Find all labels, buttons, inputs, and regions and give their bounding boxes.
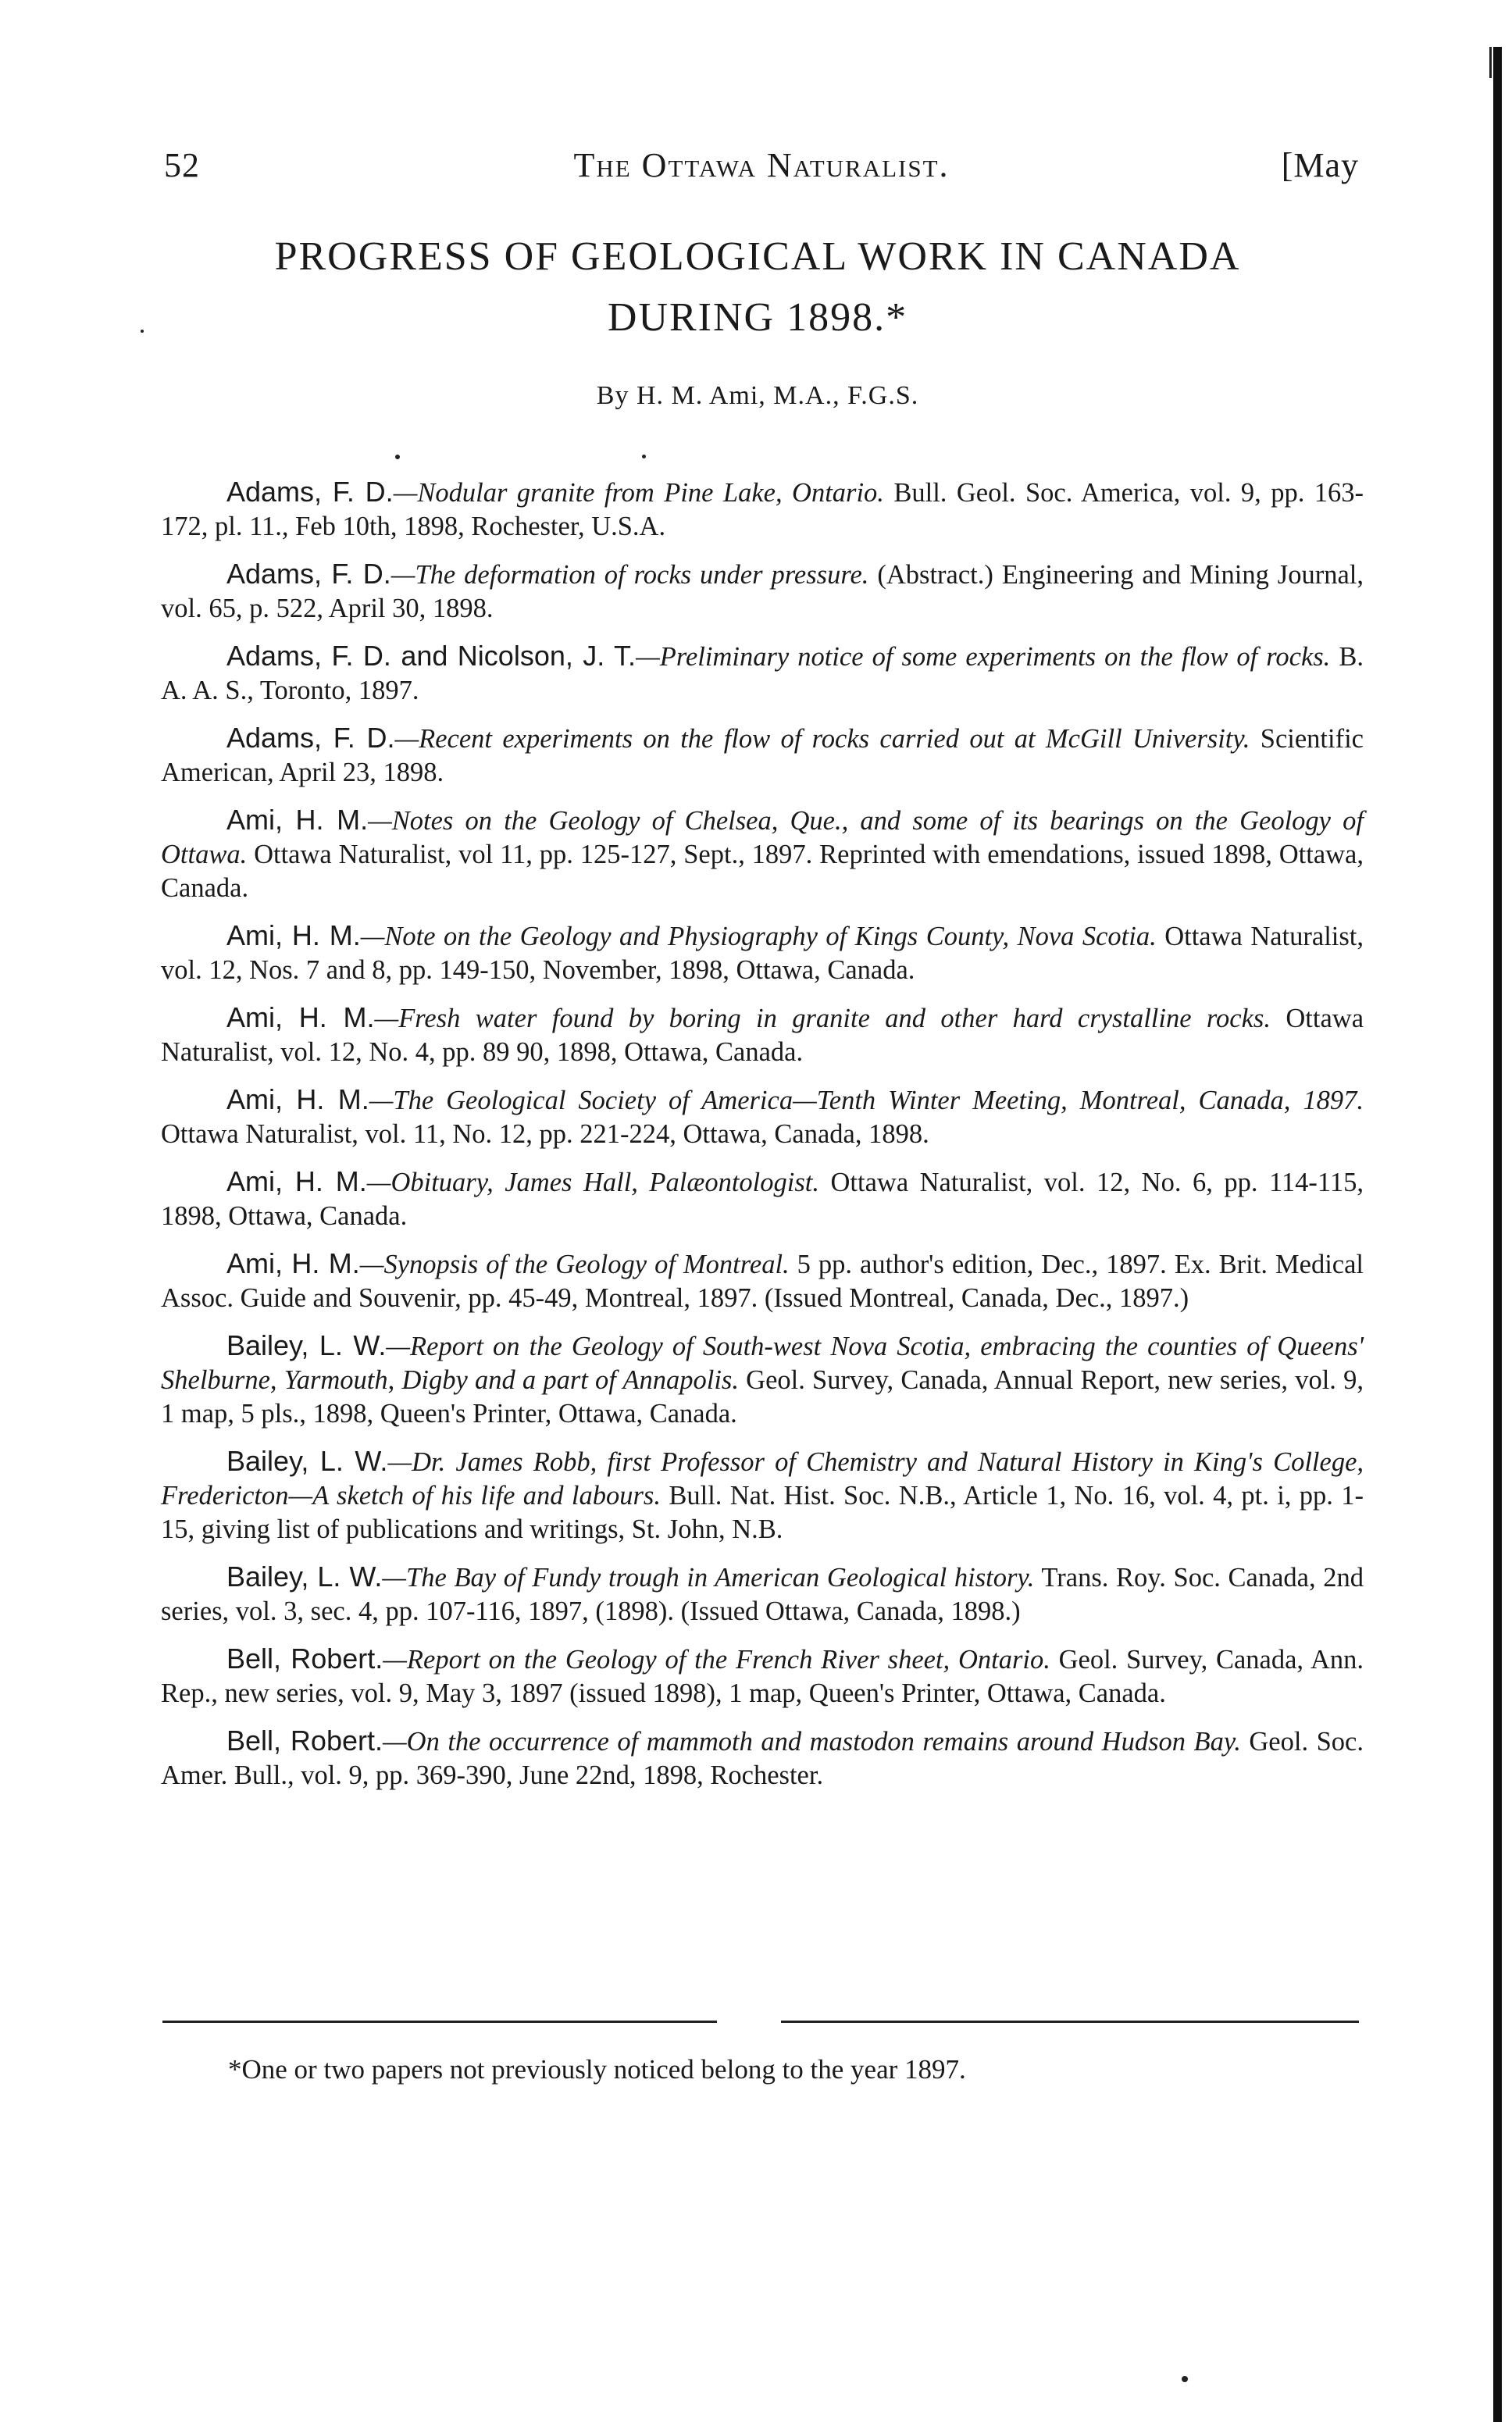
entry-citation: Ottawa Naturalist, vol 11, pp. 125-127, Sept., 1897. Reprinted with emendations, issued 1898, Ottawa, Canada. bbox=[161, 840, 1364, 903]
entry-citation: Geol. Soc. Amer. Bull., vol. 9, pp. 369-390, June 22nd, 1898, Rochester. bbox=[161, 1727, 1364, 1790]
bibliography-entry bbox=[161, 1724, 1364, 1792]
running-head bbox=[164, 145, 1359, 192]
entry-author: Ami, H. M. bbox=[226, 919, 361, 951]
journal-title: The Ottawa Naturalist. bbox=[573, 146, 950, 184]
issue-month: [May bbox=[1281, 146, 1359, 184]
bibliography-entry bbox=[161, 1329, 1364, 1431]
bibliography-entry bbox=[161, 557, 1364, 626]
entry-citation: Ottawa Naturalist, vol. 12, Nos. 7 and 8, pp. 149-150, November, 1898, Ottawa, Canada. bbox=[161, 922, 1364, 985]
page-number: 52 bbox=[164, 146, 200, 184]
entry-title: —The deformation of rocks under pressure. bbox=[390, 560, 869, 590]
entry-citation: Trans. Roy. Soc. Canada, 2nd series, vol. 3, sec. 4, pp. 107-116, 1897, (1898). (Issued Ottawa, Canada, 1898.) bbox=[161, 1563, 1364, 1626]
entry-title: —Note on the Geology and Physiography of Kings County, Nova Scotia. bbox=[360, 922, 1157, 951]
byline: By H. M. Ami, M.A., F.G.S. bbox=[596, 381, 919, 410]
entry-title: —Report on the Geology of South-west Nova Scotia, embracing the counties of Queens' Shelburne, Yarmouth, Digby and a part of Annapolis. bbox=[161, 1332, 1364, 1395]
entry-author: Adams, F. D. bbox=[226, 558, 391, 590]
entry-author: Bailey, L. W. bbox=[226, 1329, 387, 1361]
entry-citation: Ottawa Naturalist, vol. 11, No. 12, pp. 221-224, Ottawa, Canada, 1898. bbox=[161, 1119, 929, 1149]
entry-title: —Fresh water found by boring in granite and other hard crystalline rocks. bbox=[374, 1004, 1271, 1033]
entry-author: Bell, Robert. bbox=[226, 1725, 383, 1757]
entry-title: —Obituary, James Hall, Palæontologist. bbox=[366, 1168, 819, 1197]
bibliography-entry bbox=[161, 1642, 1364, 1710]
entry-citation: Geol. Survey, Canada, Ann. Rep., new series, vol. 9, May 3, 1897 (issued 1898), 1 map, Queen's Printer, Ottawa, Canada. bbox=[161, 1645, 1364, 1708]
entry-author: Adams, F. D. bbox=[226, 722, 395, 754]
entry-title: —Preliminary notice of some experiments on the flow of rocks. bbox=[636, 642, 1331, 672]
bibliography-entry bbox=[161, 1444, 1364, 1546]
entry-title: —Notes on the Geology of Chelsea, Que., and some of its bearings on the Geology of Ottawa. bbox=[161, 806, 1364, 869]
entry-title: —Synopsis of the Geology of Montreal. bbox=[359, 1250, 790, 1279]
entry-author: Bailey, L. W. bbox=[226, 1445, 388, 1477]
entry-author: Ami, H. M. bbox=[226, 804, 369, 836]
article-title bbox=[156, 227, 1359, 348]
entry-title: —Recent experiments on the flow of rocks carried out at McGill University. bbox=[394, 724, 1250, 754]
article-title-line-1: PROGRESS OF GEOLOGICAL WORK IN CANADA bbox=[274, 234, 1241, 279]
entry-author: Ami, H. M. bbox=[226, 1247, 360, 1279]
bibliography-entry bbox=[161, 1560, 1364, 1628]
bibliography-entry bbox=[161, 1165, 1364, 1233]
entry-citation: Scientific American, April 23, 1898. bbox=[161, 724, 1364, 787]
bibliography-entry bbox=[161, 1247, 1364, 1315]
scan-speck bbox=[642, 455, 646, 458]
entry-author: Bailey, L. W. bbox=[226, 1561, 383, 1593]
bibliography-entry bbox=[161, 919, 1364, 987]
scan-speck bbox=[395, 455, 400, 459]
entry-title: —Report on the Geology of the French River sheet, Ontario. bbox=[383, 1645, 1050, 1675]
bibliography-entry bbox=[161, 721, 1364, 790]
entry-citation: Ottawa Naturalist, vol. 12, No. 4, pp. 89 90, 1898, Ottawa, Canada. bbox=[161, 1004, 1364, 1067]
entry-citation: Bull. Nat. Hist. Soc. N.B., Article 1, No. 16, vol. 4, pt. i, pp. 1-15, giving list of publications and writings, St. John, N.B. bbox=[161, 1481, 1364, 1544]
article-title-line-2: DURING 1898.* bbox=[607, 295, 908, 340]
entry-citation: Bull. Geol. Soc. America, vol. 9, pp. 163-172, pl. 11., Feb 10th, 1898, Rochester, U.S.A. bbox=[161, 478, 1364, 541]
bibliography-entry bbox=[161, 803, 1364, 905]
entry-author: Adams, F. D. and Nicolson, J. T. bbox=[226, 640, 637, 672]
footnote-rule-left bbox=[162, 2021, 717, 2023]
footnote: *One or two papers not previously noticed belong to the year 1897. bbox=[228, 2054, 966, 2085]
entry-citation: B. A. A. S., Toronto, 1897. bbox=[161, 642, 1364, 705]
bibliography-entry bbox=[161, 1083, 1364, 1151]
entry-author: Ami, H. M. bbox=[226, 1165, 367, 1197]
entry-author: Bell, Robert. bbox=[226, 1643, 383, 1675]
scan-speck bbox=[141, 330, 144, 333]
scan-speck bbox=[1182, 2376, 1188, 2382]
entry-author: Ami, H. M. bbox=[226, 1083, 369, 1115]
entry-citation: 5 pp. author's edition, Dec., 1897. Ex. Brit. Medical Assoc. Guide and Souvenir, pp. 45-49, Montreal, 1897. (Issued Montreal, Canada, Dec., 1897.) bbox=[161, 1250, 1364, 1313]
bibliography-list bbox=[161, 475, 1364, 1806]
bibliography-entry bbox=[161, 1001, 1364, 1069]
entry-author: Ami, H. M. bbox=[226, 1001, 375, 1033]
bibliography-entry bbox=[161, 475, 1364, 544]
entry-title: —The Bay of Fundy trough in American Geological history. bbox=[382, 1563, 1035, 1593]
entry-author: Adams, F. D. bbox=[226, 476, 394, 508]
entry-title: —Dr. James Robb, first Professor of Chemistry and Natural History in King's College, Fredericton—A sketch of his life and labours. bbox=[161, 1447, 1364, 1511]
entry-citation: Geol. Survey, Canada, Annual Report, new series, vol. 9, 1 map, 5 pls., 1898, Queen's Printer, Ottawa, Canada. bbox=[161, 1365, 1364, 1429]
entry-title: —The Geological Society of America—Tenth Winter Meeting, Montreal, Canada, 1897. bbox=[369, 1086, 1364, 1115]
entry-citation: Ottawa Naturalist, vol. 12, No. 6, pp. 114-115, 1898, Ottawa, Canada. bbox=[161, 1168, 1364, 1231]
bibliography-entry bbox=[161, 639, 1364, 708]
entry-title: —On the occurrence of mammoth and mastodon remains around Hudson Bay. bbox=[382, 1727, 1241, 1757]
entry-citation: (Abstract.) Engineering and Mining Journal, vol. 65, p. 522, April 30, 1898. bbox=[161, 560, 1364, 623]
binding-edge-rule bbox=[1493, 47, 1502, 2422]
footnote-rule-right bbox=[781, 2021, 1359, 2023]
entry-title: —Nodular granite from Pine Lake, Ontario. bbox=[393, 478, 884, 508]
